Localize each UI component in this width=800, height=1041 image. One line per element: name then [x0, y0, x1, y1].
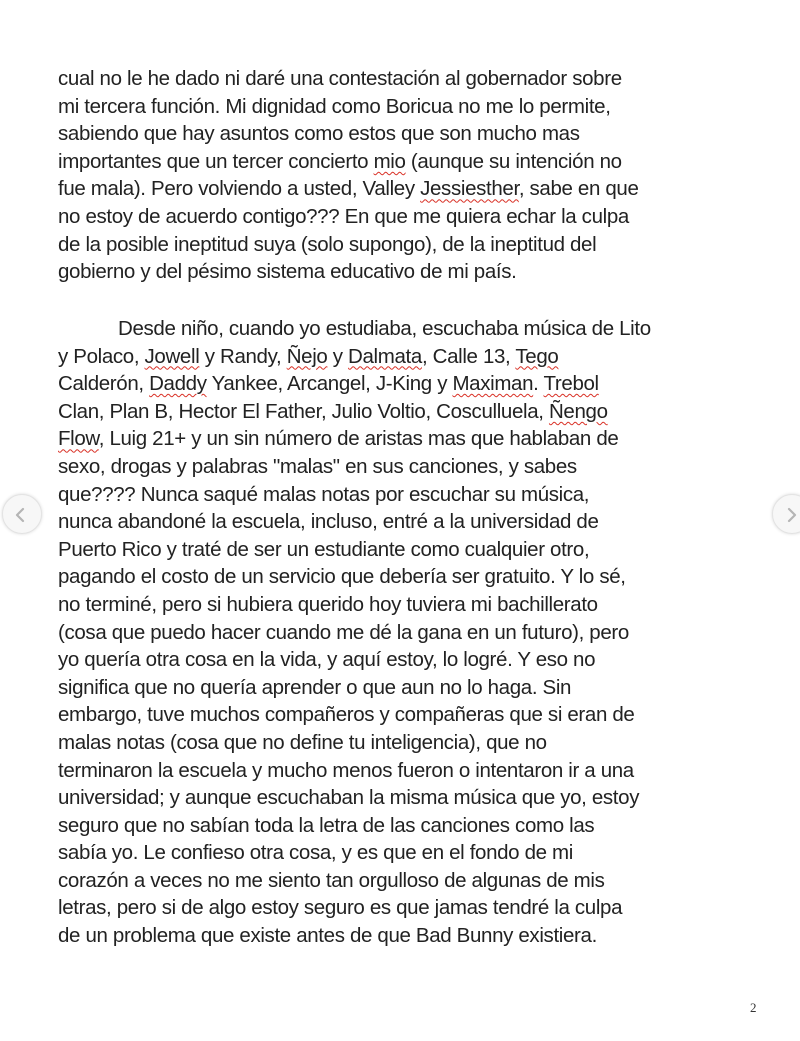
text-line: Desde niño, cuando yo estudiaba, escuchaba música de Lito	[118, 317, 651, 340]
text-line: sabía yo. Le confieso otra cosa, y es que en el fondo de mi	[58, 841, 573, 865]
misspelled-word: Ñejo	[286, 344, 328, 368]
text-line: Clan, Plan B, Hector El Father, Julio Voltio, Cosculluela, Ñengo	[58, 399, 608, 423]
text-line: letras, pero si de algo estoy seguro es que jamas tendré la culpa	[58, 896, 623, 920]
misspelled-word: Dalmata	[348, 344, 422, 368]
misspelled-word: Trebol	[543, 372, 599, 396]
text-line: importantes que un tercer concierto mio (aunque su intención no	[58, 149, 622, 173]
chevron-left-icon	[12, 506, 30, 524]
text-line: universidad; y aunque escuchaban la misma música que yo, estoy	[58, 786, 640, 810]
text-line: sabiendo que hay asuntos como estos que son mucho mas	[58, 122, 580, 146]
misspelled-word: Tego	[515, 344, 559, 368]
page-number: 2	[750, 1000, 757, 1015]
chevron-right-icon	[782, 506, 800, 524]
carousel-prev-button[interactable]	[2, 494, 42, 534]
text-line: de la posible ineptitud suya (solo supongo), de la ineptitud del	[58, 232, 597, 256]
text-line: nunca abandoné la escuela, incluso, entré a la universidad de	[58, 510, 599, 534]
misspelled-word: Jowell	[144, 344, 200, 368]
text-line: sexo, drogas y palabras "malas" en sus canciones, y sabes	[58, 454, 577, 478]
misspelled-word: Flow	[58, 427, 99, 451]
misspelled-word: Maximan	[452, 372, 534, 396]
text-line: mi tercera función. Mi dignidad como Boricua no me lo permite,	[58, 94, 611, 118]
text-line: seguro que no sabían toda la letra de las canciones como las	[58, 813, 595, 837]
text-line: corazón a veces no me siento tan orgulloso de algunas de mis	[58, 868, 605, 892]
text-line: Flow, Luig 21+ y un sin número de aristas mas que hablaban de	[58, 427, 619, 451]
text-line: que???? Nunca saqué malas notas por escuchar su música,	[58, 482, 590, 506]
text-line: gobierno y del pésimo sistema educativo de mi país.	[58, 260, 517, 284]
misspelled-word: Ñengo	[548, 399, 608, 423]
text-line: (cosa que puedo hacer cuando me dé la gana en un futuro), pero	[58, 620, 629, 644]
paragraph-2	[58, 315, 758, 950]
text-line: pagando el costo de un servicio que debería ser gratuito. Y lo sé,	[58, 565, 626, 589]
text-line: Calderón, Daddy Yankee, Arcangel, J-King y Maximan. Trebol	[58, 372, 599, 396]
text-line: de un problema que existe antes de que Bad Bunny existiera.	[58, 924, 597, 948]
carousel-next-button[interactable]	[772, 494, 800, 534]
text-line: cual no le he dado ni daré una contestación al gobernador sobre	[58, 67, 622, 90]
text-line: significa que no quería aprender o que aun no lo haga. Sin	[58, 675, 572, 699]
text-line: Puerto Rico y traté de ser un estudiante como cualquier otro,	[58, 537, 590, 561]
misspelled-word: Jessiesther	[420, 177, 519, 201]
text-line: terminaron la escuela y mucho menos fueron o intentaron ir a una	[58, 758, 634, 782]
paragraph-1	[58, 65, 758, 286]
text-line: no estoy de acuerdo contigo??? En que me quiera echar la culpa	[58, 204, 629, 228]
text-line: fue mala). Pero volviendo a usted, Valley Jessiesther, sabe en que	[58, 177, 639, 201]
misspelled-word: Daddy	[149, 372, 207, 396]
text-line: embargo, tuve muchos compañeros y compañeras que si eran de	[58, 703, 635, 727]
text-line: y Polaco, Jowell y Randy, Ñejo y Dalmata, Calle 13, Tego	[58, 344, 559, 368]
misspelled-word: mio	[373, 149, 406, 173]
text-line: no terminé, pero si hubiera querido hoy tuviera mi bachillerato	[58, 592, 598, 616]
text-line: malas notas (cosa que no define tu inteligencia), que no	[58, 730, 547, 754]
text-line: yo quería otra cosa en la vida, y aquí estoy, lo logré. Y eso no	[58, 648, 596, 672]
